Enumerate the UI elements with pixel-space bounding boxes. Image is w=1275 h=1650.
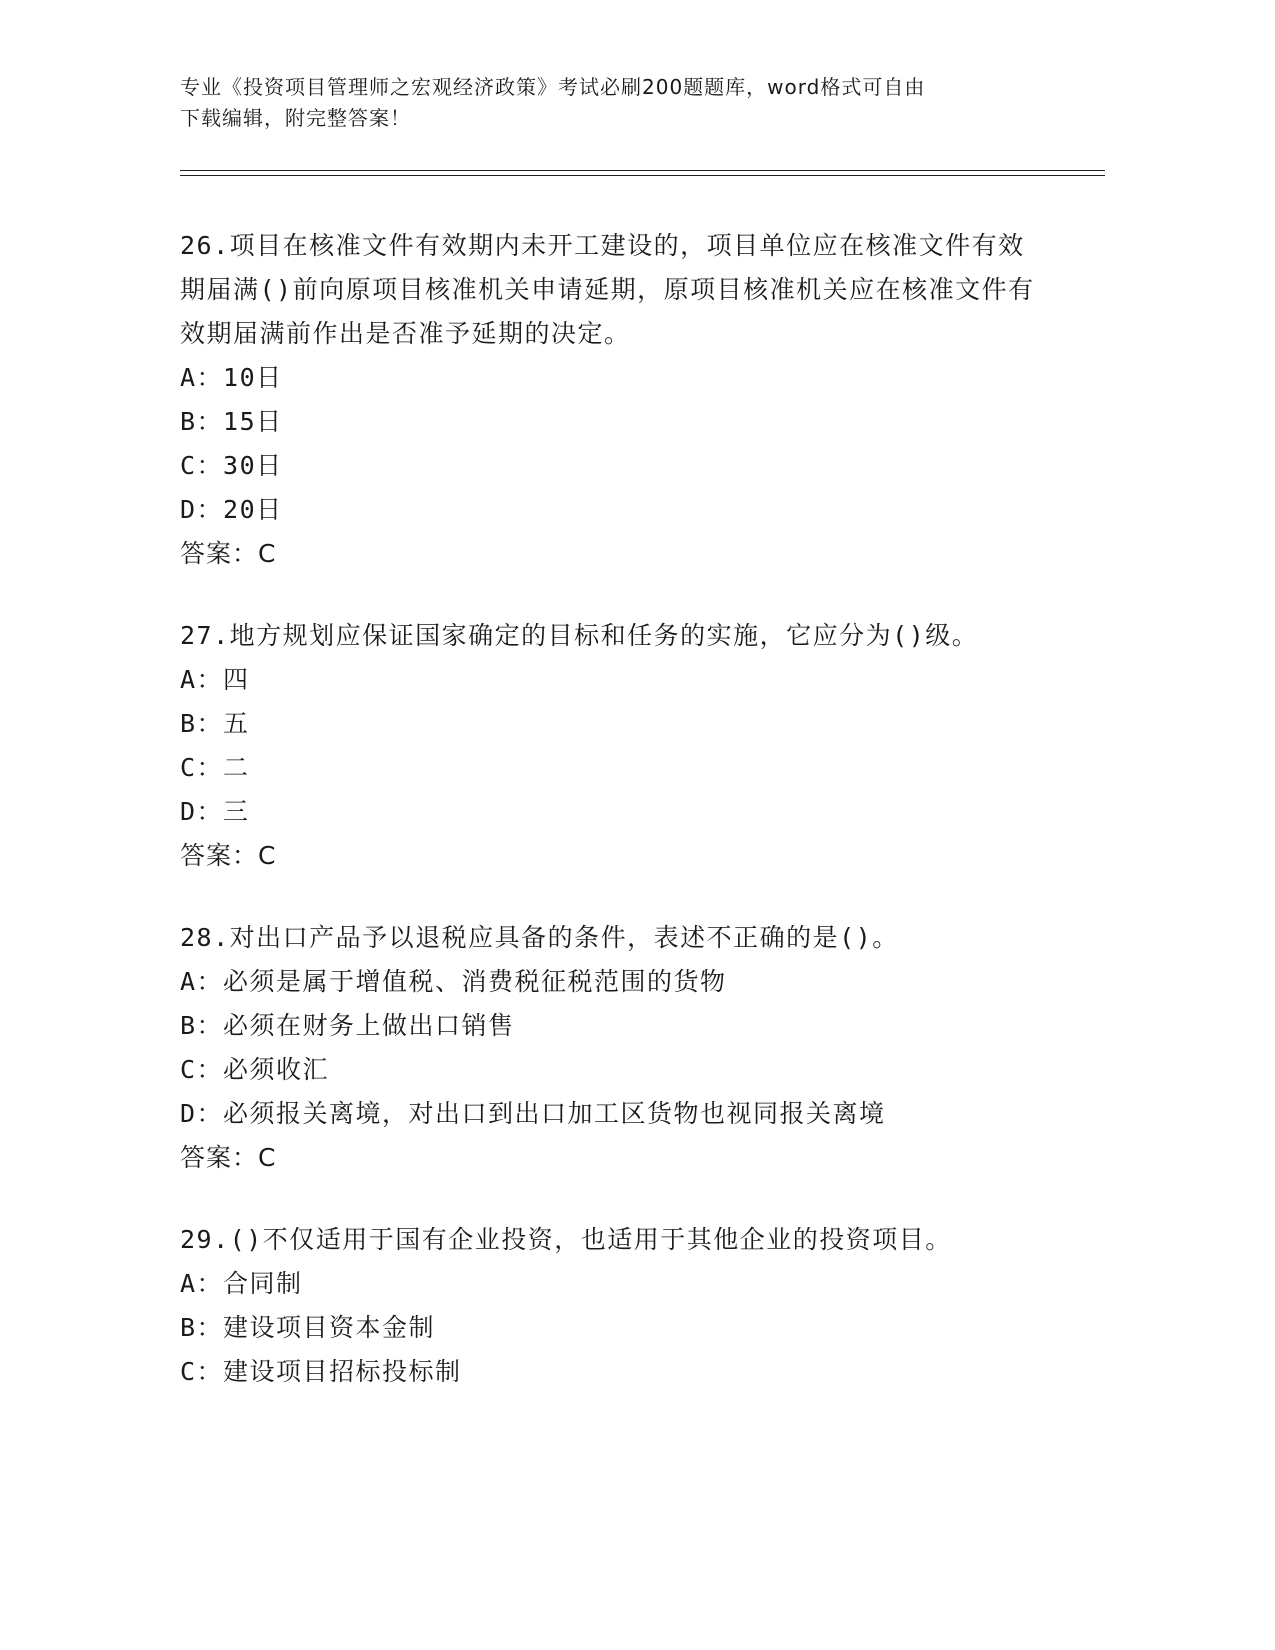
- option-b: B：建设项目资本金制: [180, 1313, 436, 1342]
- option-d: D：必须报关离境，对出口到出口加工区货物也视同报关离境: [180, 1099, 886, 1128]
- document-header: [180, 72, 1040, 134]
- question-stem: 29.()不仅适用于国有企业投资，也适用于其他企业的投资项目。: [180, 1225, 952, 1254]
- option-b: B：五: [180, 709, 250, 738]
- option-a: A：四: [180, 665, 250, 694]
- option-a: A：合同制: [180, 1269, 303, 1298]
- question-stem: 26.项目在核准文件有效期内未开工建设的，项目单位应在核准文件有效期届满()前向原项目核准机关申请延期，原项目核准机关应在核准文件有效期届满前作出是否准予延期的决定。: [180, 231, 1035, 348]
- option-d: D：三: [180, 797, 250, 826]
- answer: 答案：C: [180, 1143, 277, 1172]
- option-d: D：20日: [180, 495, 283, 524]
- option-a: A：10日: [180, 363, 283, 392]
- question-28: [180, 916, 1040, 1180]
- header-divider-bottom: [180, 175, 1105, 176]
- question-26: [180, 224, 1040, 576]
- option-b: B：必须在财务上做出口销售: [180, 1011, 515, 1040]
- option-c: C：必须收汇: [180, 1055, 330, 1084]
- question-29: [180, 1218, 1040, 1394]
- option-b: B：15日: [180, 407, 283, 436]
- answer: 答案：C: [180, 841, 277, 870]
- option-c: C：二: [180, 753, 250, 782]
- question-list: [180, 224, 1040, 1432]
- header-line-2: 下载编辑，附完整答案！: [180, 106, 411, 130]
- header-line-1: 专业《投资项目管理师之宏观经济政策》考试必刷200题题库，word格式可自由: [180, 75, 926, 99]
- option-c: C：建设项目招标投标制: [180, 1357, 462, 1386]
- option-a: A：必须是属于增值税、消费税征税范围的货物: [180, 967, 727, 996]
- question-stem: 28.对出口产品予以退税应具备的条件，表述不正确的是()。: [180, 923, 899, 952]
- question-stem: 27.地方规划应保证国家确定的目标和任务的实施，它应分为()级。: [180, 621, 979, 650]
- answer: 答案：C: [180, 539, 277, 568]
- header-divider-top: [180, 170, 1105, 171]
- option-c: C：30日: [180, 451, 283, 480]
- question-27: [180, 614, 1040, 878]
